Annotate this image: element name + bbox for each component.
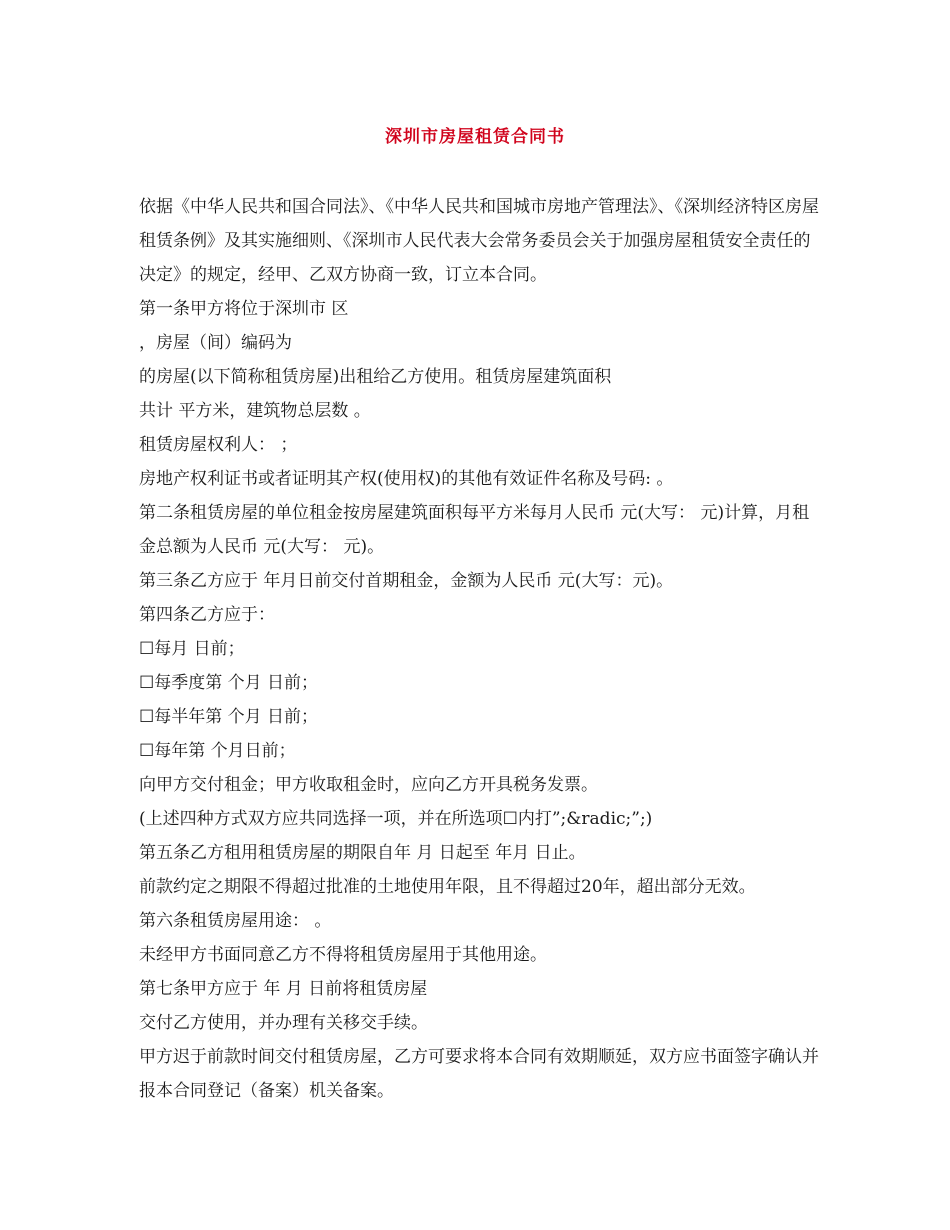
paragraph-preamble: 依据《中华人民共和国合同法》、《中华人民共和国城市房地产管理法》、《深圳经济特区房屋租赁条例》及其实施细则、《深圳市人民代表大会常务委员会关于加强房屋租赁安全责任的决定》的规定，经甲、乙双方协商一致，订立本合同。 (139, 197, 819, 285)
paragraph-article-1-line-6: 房地产权利证书或者证明其产权(使用权)的其他有效证件名称及号码: 。 (139, 469, 674, 489)
paragraph-article-3: 第三条乙方应于 年月日前交付首期租金，金额为人民币 元(大写：元)。 (139, 571, 674, 591)
document-title: 深圳市房屋租赁合同书 (385, 127, 565, 147)
paragraph-term-limit: 前款约定之期限不得超过批准的土地使用年限，且不得超过20年，超出部分无效。 (139, 877, 756, 897)
paragraph-article-7-line-2: 交付乙方使用，并办理有关移交手续。 (139, 1013, 428, 1033)
paragraph-article-6: 第六条租赁房屋用途： 。 (139, 911, 332, 931)
paragraph-option-note: (上述四种方式双方应共同选择一项，并在所选项☐内打”;&radic;”;) (139, 809, 653, 829)
paragraph-article-4: 第四条乙方应于： (139, 605, 275, 625)
option-semiannual: ☐每半年第 个月 日前； (139, 707, 319, 727)
option-annual: ☐每年第 个月日前； (139, 741, 296, 761)
paragraph-article-1-line-1: 第一条甲方将位于深圳市 区 (139, 299, 349, 319)
paragraph-rent-invoice: 向甲方交付租金；甲方收取租金时，应向乙方开具税务发票。 (139, 775, 598, 795)
option-quarterly: ☐每季度第 个月 日前； (139, 673, 319, 693)
paragraph-late-delivery: 甲方迟于前款时间交付租赁房屋，乙方可要求将本合同有效期顺延，双方应书面签字确认并报本合同登记（备案）机关备案。 (139, 1047, 819, 1101)
paragraph-article-1-line-2: ，房屋（间）编码为 (139, 333, 292, 353)
paragraph-article-1-line-5: 租赁房屋权利人： ； (139, 435, 298, 455)
paragraph-article-2: 第二条租赁房屋的单位租金按房屋建筑面积每平方米每月人民币 元(大写： 元)计算，月租金总额为人民币 元(大写： 元)。 (139, 503, 810, 557)
paragraph-usage-restriction: 未经甲方书面同意乙方不得将租赁房屋用于其他用途。 (139, 945, 547, 965)
paragraph-article-1-line-3: 的房屋(以下简称租赁房屋)出租给乙方使用。租赁房屋建筑面积 (139, 367, 612, 387)
paragraph-article-1-line-4: 共计 平方米，建筑物总层数 。 (139, 401, 371, 421)
option-monthly: ☐每月 日前； (139, 639, 245, 659)
paragraph-article-7-line-1: 第七条甲方应于 年 月 日前将租赁房屋 (139, 979, 428, 999)
document-body (139, 190, 819, 1108)
paragraph-article-5: 第五条乙方租用租赁房屋的期限自年 月 日起至 年月 日止。 (139, 843, 586, 863)
